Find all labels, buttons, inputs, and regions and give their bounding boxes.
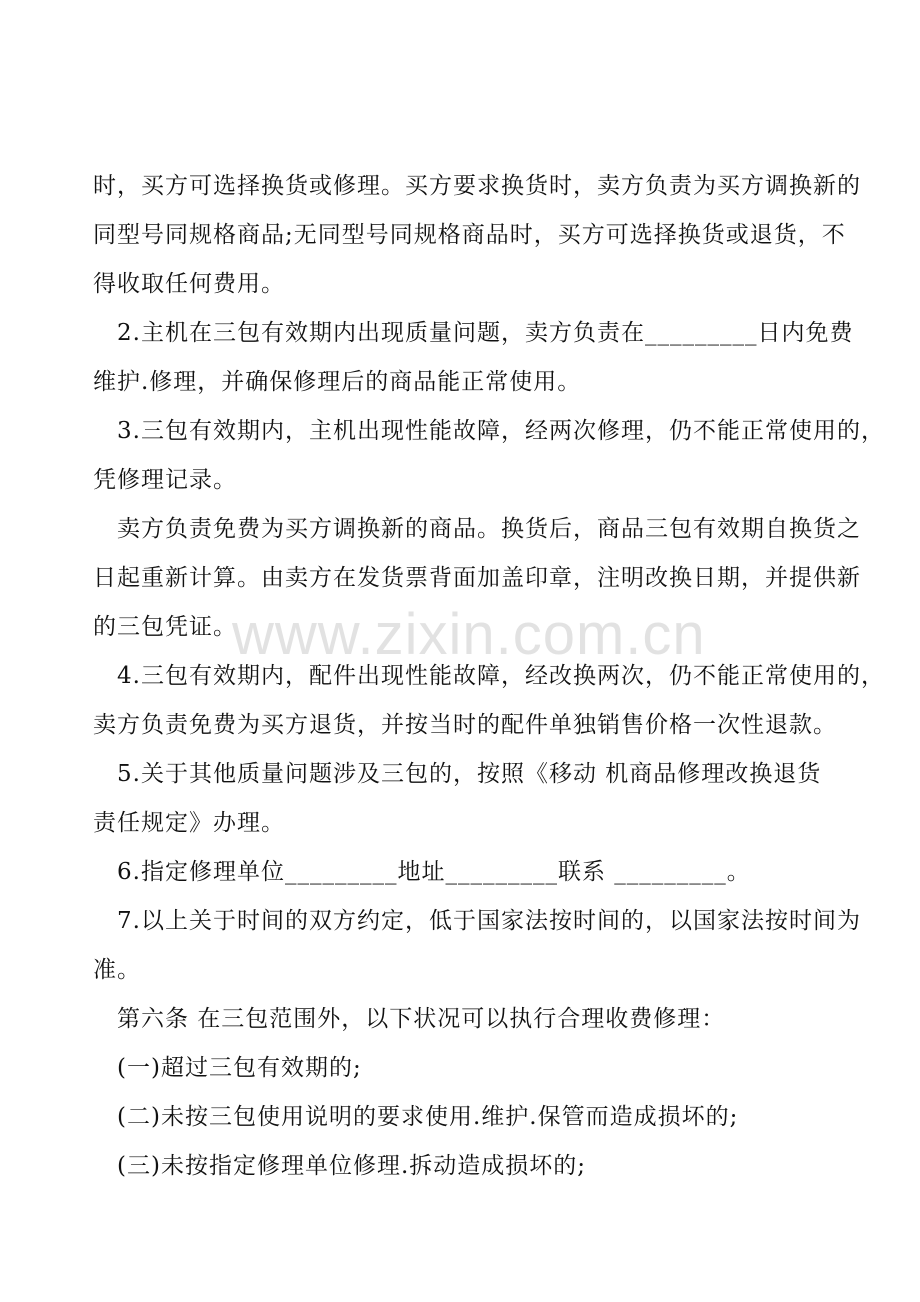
list-item: (二)未按三包使用说明的要求使用.维护.保管而造成损坏的; <box>117 1104 739 1130</box>
paragraph-line: 凭修理记录。 <box>93 467 237 493</box>
list-item: (一)超过三包有效期的; <box>117 1055 362 1081</box>
list-item: (三)未按指定修理单位修理.拆动造成损坏的; <box>117 1153 587 1179</box>
paragraph-line: 6.指定修理单位_________地址_________联系 _________。 <box>117 859 751 885</box>
paragraph-line: 3.三包有效期内，主机出现性能故障，经两次修理，仍不能正常使用的， <box>117 418 885 444</box>
paragraph-line: 维护.修理，并确保修理后的商品能正常使用。 <box>93 369 582 395</box>
paragraph-line: 4.三包有效期内，配件出现性能故障，经改换两次，仍不能正常使用的， <box>117 663 885 689</box>
watermark: www.zixin.com.cn <box>232 602 706 667</box>
paragraph-line: 得收取任何费用。 <box>93 271 285 297</box>
section-heading: 第六条 在三包范围外，以下状况可以执行合理收费修理： <box>117 1006 726 1032</box>
paragraph-line: 时，买方可选择换货或修理。买方要求换货时，卖方负责为买方调换新的 <box>93 173 861 199</box>
paragraph-line: 卖方负责免费为买方退货，并按当时的配件单独销售价格一次性退款。 <box>93 712 837 738</box>
paragraph-line: 日起重新计算。由卖方在发货票背面加盖印章，注明改换日期，并提供新 <box>93 565 861 591</box>
paragraph-line: 5.关于其他质量问题涉及三包的，按照《移动 机商品修理改换退货 <box>117 761 822 787</box>
paragraph-line: 责任规定》办理。 <box>93 810 285 836</box>
paragraph-line: 2.主机在三包有效期内出现质量问题，卖方负责在_________日内免费 <box>117 320 854 346</box>
paragraph-line: 准。 <box>93 957 141 983</box>
paragraph-line: 的三包凭证。 <box>93 614 237 640</box>
paragraph-line: 卖方负责免费为买方调换新的商品。换货后，商品三包有效期自换货之 <box>117 516 861 542</box>
paragraph-line: 同型号同规格商品;无同型号同规格商品时，买方可选择换货或退货，不 <box>93 222 846 248</box>
paragraph-line: 7.以上关于时间的双方约定，低于国家法按时间的，以国家法按时间为 <box>117 908 861 934</box>
